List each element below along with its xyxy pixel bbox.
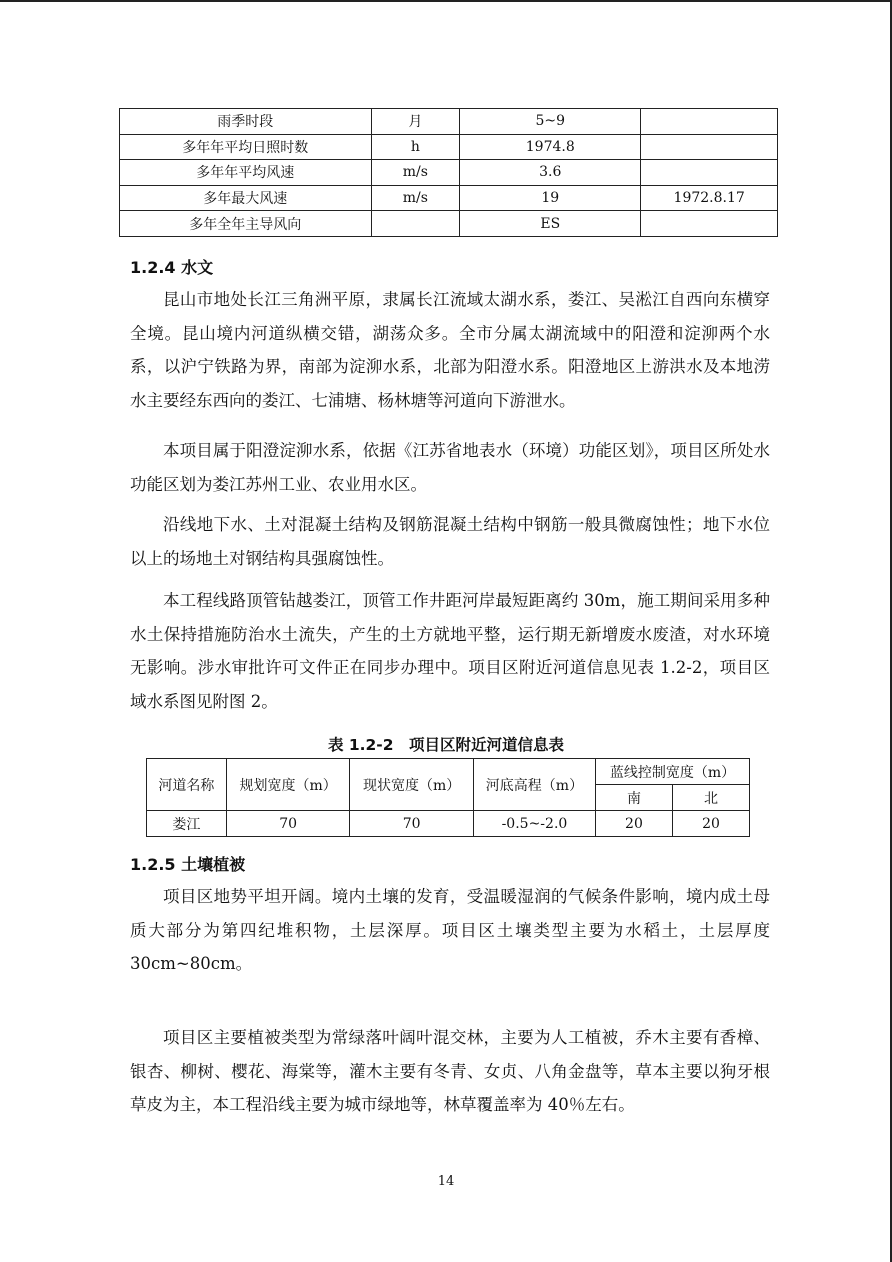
paragraph: 项目区主要植被类型为常绿落叶阔叶混交林，主要为人工植被，乔木主要有香樟、银杏、柳树、樱花、海棠等，灌木主要有冬青、女贞、八角金盘等，草本主要以狗牙根草皮为主，本工程沿线主要为城市绿地等，林草覆盖率为 40％左右。 [130,1028,770,1114]
climate-table [119,108,778,237]
table-cell: h [371,134,460,160]
table-cell: 1974.8 [460,134,641,160]
table-cell: 娄江 [147,811,227,837]
table-cell [371,211,460,237]
table-row [120,134,778,160]
paragraph: 沿线地下水、土对混凝土结构及钢筋混凝土结构中钢筋一般具微腐蚀性；地下水位以上的场地土对钢结构具强腐蚀性。 [130,515,770,568]
table-cell: 70 [226,811,350,837]
table-cell: 多年最大风速 [120,185,372,211]
paragraph: 本工程线路顶管钻越娄江，顶管工作井距河岸最短距离约 30m，施工期间采用多种水土保持措施防治水土流失，产生的土方就地平整，运行期无新增废水废渣，对水环境无影响。涉水审批许可文件正在同步办理中。项目区附近河道信息见表 1.2-2，项目区域水系图见附图 2。 [130,591,770,711]
table-cell [641,109,778,135]
header-blue-line-width: 蓝线控制宽度（m） [595,759,749,785]
table-cell: 月 [371,109,460,135]
table-cell: m/s [371,185,460,211]
table-cell: 70 [350,811,474,837]
table-cell: -0.5~-2.0 [473,811,595,837]
header-current-width: 现状宽度（m） [350,759,474,811]
table-cell: 3.6 [460,160,641,186]
paragraph: 项目区地势平坦开阔。境内土壤的发育，受温暖湿润的气候条件影响，境内成土母质大部分为第四纪堆积物，土层深厚。项目区土壤类型主要为水稻土，土层厚度 30cm~80cm。 [130,887,770,973]
table-cell: 19 [460,185,641,211]
table-cell: ES [460,211,641,237]
table-cell: 多年年平均风速 [120,160,372,186]
table-cell: 多年年平均日照时数 [120,134,372,160]
header-bed-elevation: 河底高程（m） [473,759,595,811]
table-row [147,811,750,837]
header-river-name: 河道名称 [147,759,227,811]
table-cell: 5~9 [460,109,641,135]
table-cell [641,211,778,237]
header-south: 南 [595,785,672,811]
section-heading-soil-vegetation: 1.2.5 土壤植被 [130,855,246,874]
section-heading-hydrology: 1.2.4 水文 [130,258,214,277]
table-cell: 1972.8.17 [641,185,778,211]
table-cell: 20 [672,811,749,837]
table-cell: 雨季时段 [120,109,372,135]
table-header-row [147,759,750,785]
table-cell: 多年全年主导风向 [120,211,372,237]
table-cell: m/s [371,160,460,186]
page-top-border [0,0,892,2]
table-caption: 表 1.2-2 项目区附近河道信息表 [327,736,565,754]
river-table [146,758,750,837]
header-north: 北 [672,785,749,811]
paragraph: 昆山市地处长江三角洲平原，隶属长江流域太湖水系，娄江、吴淞江自西向东横穿全境。昆山境内河道纵横交错，湖荡众多。全市分属太湖流域中的阳澄和淀泖两个水系，以沪宁铁路为界，南部为淀泖水系，北部为阳澄水系。阳澄地区上游洪水及本地涝水主要经东西向的娄江、七浦塘、杨林塘等河道向下游泄水。 [130,290,770,410]
table-row [120,160,778,186]
page-number: 14 [437,1174,455,1189]
table-row [120,211,778,237]
table-row [120,185,778,211]
table-row [120,109,778,135]
paragraph: 本项目属于阳澄淀泖水系，依据《江苏省地表水（环境）功能区划》，项目区所处水功能区划为娄江苏州工业、农业用水区。 [130,441,770,494]
table-cell [641,160,778,186]
table-cell [641,134,778,160]
table-cell: 20 [595,811,672,837]
header-planned-width: 规划宽度（m） [226,759,350,811]
